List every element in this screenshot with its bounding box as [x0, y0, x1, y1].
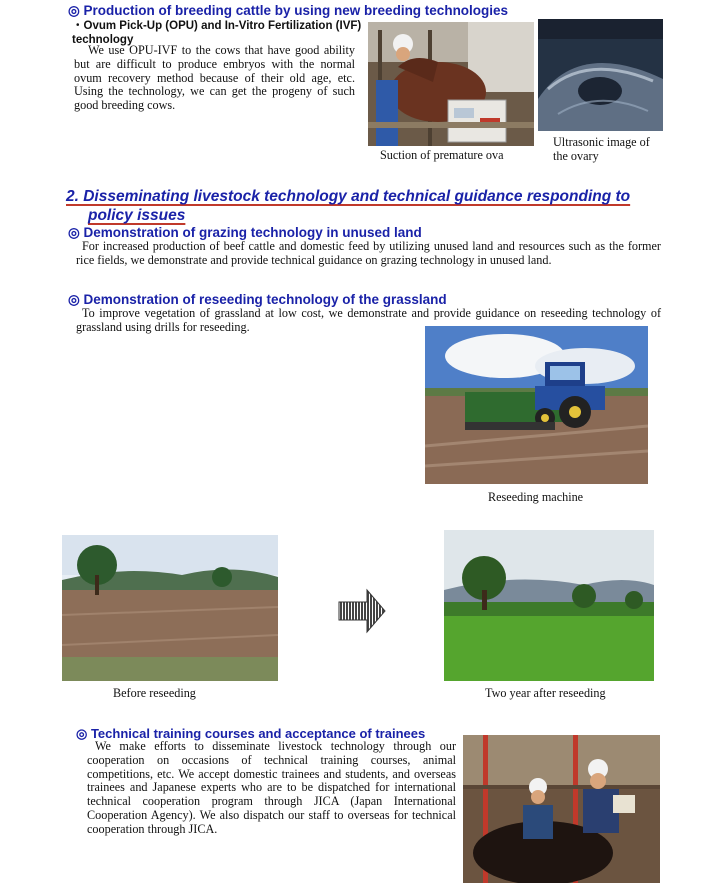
- opu-subheading: ・Ovum Pick-Up (OPU) and In-Vitro Fertilization (IVF) technology: [72, 20, 362, 46]
- arrow-right-icon: [337, 588, 387, 634]
- caption-after: Two year after reseeding: [485, 686, 606, 700]
- caption-before: Before reseeding: [113, 686, 196, 700]
- after-reseeding-photo: [444, 530, 654, 681]
- section2-title-line2: policy issues: [88, 207, 186, 224]
- opu-suction-photo: [368, 22, 534, 146]
- opu-heading: ◎ Production of breeding cattle by using new breeding technologies: [68, 3, 509, 18]
- reseeding-heading: ◎ Demonstration of reseeding technology of the grassland: [68, 292, 447, 307]
- reseeding-body: To improve vegetation of grassland at low cost, we demonstrate and provide guidance on reseeding technology of grassland using drills for reseeding.: [76, 306, 661, 334]
- ultrasonic-image: [538, 19, 663, 131]
- caption-ultrasonic: Ultrasonic image of the ovary: [553, 135, 650, 163]
- section2-title-line1: 2. Disseminating livestock technology and technical guidance responding to: [66, 188, 631, 205]
- grazing-heading: ◎ Demonstration of grazing technology in unused land: [68, 225, 422, 240]
- training-body: We make efforts to disseminate livestock technology through our cooperation on occasions of technical training courses, animal competitions, etc. We accept domestic trainees and students, and overseas trainees and Japanese experts who are to be dispatched for international technical cooperation program through JICA (Japan International Cooperation Agency). We also dispatch our staff to overseas for technical cooperation through JICA.: [87, 739, 456, 836]
- caption-suction: Suction of premature ova: [380, 148, 504, 162]
- before-reseeding-photo: [62, 535, 278, 681]
- training-heading: ◎ Technical training courses and acceptance of trainees: [76, 726, 426, 741]
- caption-machine: Reseeding machine: [488, 490, 584, 504]
- training-photo: [463, 735, 660, 883]
- reseeding-machine-photo: [425, 326, 648, 484]
- opu-body: We use OPU-IVF to the cows that have good ability but are difficult to produce embryos with the normal ovum recovery method because of their old age, etc. Using the technology, we can get the progeny of such good breeding cows.: [74, 43, 355, 113]
- grazing-body: For increased production of beef cattle and domestic feed by utilizing unused land and resources such as the former rice fields, we demonstrate and provide technical guidance on grazing technology in unused land.: [76, 239, 661, 267]
